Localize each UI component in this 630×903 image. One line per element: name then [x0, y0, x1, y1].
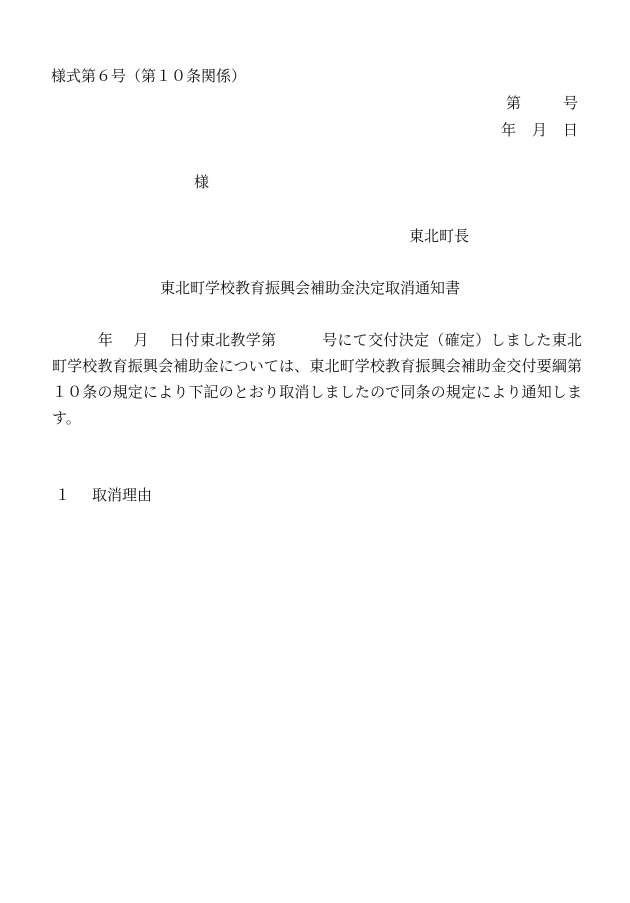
document-number [506, 93, 578, 113]
form-label: 様式第６号（第１０条関係） [51, 67, 247, 85]
date-year: 年 [500, 121, 516, 139]
section-heading [55, 485, 152, 505]
date-day: 日 [562, 121, 578, 139]
recipient-honorific: 様 [194, 173, 210, 191]
sender-name: 東北町長 [409, 227, 470, 245]
section-number: １ [55, 486, 71, 504]
document-title: 東北町学校教育振興会補助金決定取消通知書 [160, 279, 461, 297]
document-body: 年 月 日付東北教学第 号にて交付決定（確定）しました東北町学校教育振興会補助金については、東北町学校教育振興会補助金交付要綱第１０条の規定により下記のとおり取消しましたので同条の規定により通知します。 [52, 331, 582, 427]
number-prefix: 第 [505, 94, 521, 112]
number-suffix: 号 [562, 94, 578, 112]
section-label: 取消理由 [92, 486, 153, 504]
date-month: 月 [531, 121, 547, 139]
document-date [501, 120, 578, 140]
